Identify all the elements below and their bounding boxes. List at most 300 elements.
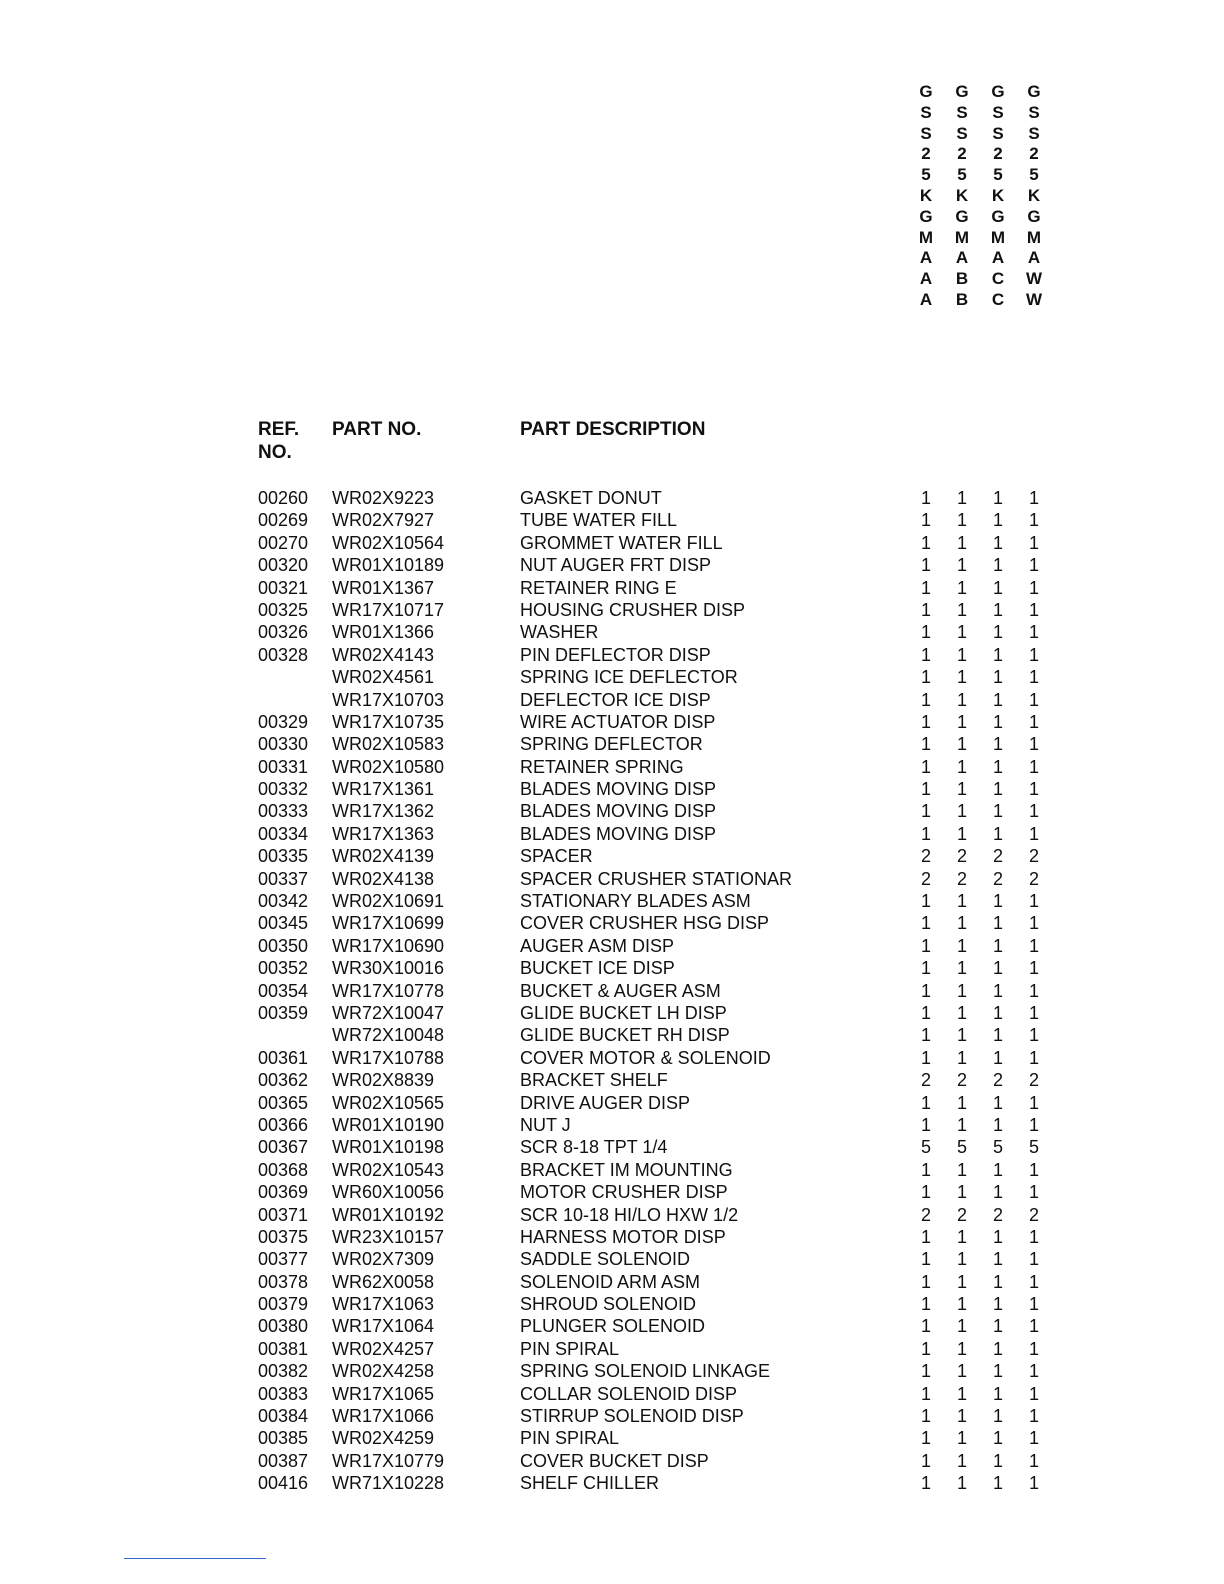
quantity: 1	[1028, 667, 1039, 688]
quantity: 1	[956, 1428, 967, 1449]
quantity: 1	[920, 801, 931, 822]
quantity: 1	[956, 1294, 967, 1315]
part-description: BUCKET ICE DISP	[520, 958, 675, 979]
table-header	[258, 418, 1058, 468]
part-description: RETAINER SPRING	[520, 756, 684, 777]
part-no: WR01X1367	[332, 577, 435, 598]
quantity: 1	[992, 510, 1003, 531]
quantity: 1	[920, 913, 931, 934]
quantity: 2	[956, 1204, 967, 1225]
quantity: 1	[1028, 1271, 1039, 1292]
quantity: 1	[956, 779, 967, 800]
table-row	[258, 1204, 1058, 1226]
ref-no: 00369	[258, 1182, 309, 1203]
part-no-header: PART NO.	[332, 419, 422, 440]
quantity: 1	[956, 958, 967, 979]
ref-no-header	[258, 418, 299, 464]
quantity: 1	[992, 1361, 1003, 1382]
quantity: 1	[1028, 1025, 1039, 1046]
model-char: W	[1025, 289, 1043, 309]
part-description-header: PART DESCRIPTION	[520, 419, 706, 440]
table-row	[258, 778, 1058, 800]
quantity: 1	[956, 913, 967, 934]
model-char: 5	[921, 165, 931, 185]
part-description: SHROUD SOLENOID	[520, 1294, 697, 1315]
part-description: STATIONARY BLADES ASM	[520, 891, 751, 912]
quantity: 1	[956, 1338, 967, 1359]
quantity: 2	[992, 846, 1003, 867]
quantity: 1	[992, 599, 1003, 620]
quantity: 1	[920, 1047, 931, 1068]
part-no: WR17X1363	[332, 823, 435, 844]
quantity: 1	[956, 1406, 967, 1427]
table-row	[258, 1159, 1058, 1181]
quantity: 1	[956, 1249, 967, 1270]
quantity: 1	[956, 1002, 967, 1023]
model-column	[944, 82, 980, 311]
quantity: 1	[920, 1114, 931, 1135]
quantity: 1	[992, 1338, 1003, 1359]
table-row	[258, 980, 1058, 1002]
model-char: 2	[957, 144, 967, 164]
table-row	[258, 1069, 1058, 1091]
quantity: 1	[956, 1159, 967, 1180]
ref-no: 00328	[258, 644, 309, 665]
table-row	[258, 711, 1058, 733]
quantity: 1	[992, 980, 1003, 1001]
quantity: 1	[956, 935, 967, 956]
part-description: PIN SPIRAL	[520, 1338, 620, 1359]
quantity: 1	[1028, 1316, 1039, 1337]
table-row	[258, 689, 1058, 711]
ref-no: 00362	[258, 1070, 309, 1091]
quantity: 2	[920, 1070, 931, 1091]
part-no: WR01X10190	[332, 1114, 445, 1135]
model-char: S	[992, 123, 1004, 143]
quantity: 1	[956, 1473, 967, 1494]
quantity: 1	[956, 823, 967, 844]
quantity: 1	[920, 711, 931, 732]
part-description: GASKET DONUT	[520, 488, 662, 508]
quantity: 1	[1028, 913, 1039, 934]
quantity: 2	[920, 868, 931, 889]
part-description: SOLENOID ARM ASM	[520, 1271, 701, 1292]
quantity: 1	[992, 913, 1003, 934]
table-row	[258, 1271, 1058, 1293]
quantity: 1	[956, 1047, 967, 1068]
quantity: 1	[956, 1450, 967, 1471]
model-char: 5	[1029, 165, 1039, 185]
ref-no: 00366	[258, 1114, 309, 1135]
quantity: 5	[1028, 1137, 1039, 1158]
model-char: 2	[1029, 144, 1039, 164]
table-row	[258, 1114, 1058, 1136]
model-char: G	[991, 206, 1005, 226]
ref-header-line2: NO.	[258, 442, 292, 463]
part-no: WR17X1064	[332, 1316, 435, 1337]
part-description: BRACKET IM MOUNTING	[520, 1159, 733, 1180]
ref-no: 00371	[258, 1204, 309, 1225]
part-no: WR02X10543	[332, 1159, 445, 1180]
ref-no: 00260	[258, 488, 309, 508]
model-char: M	[990, 227, 1006, 247]
part-no: WR02X8839	[332, 1070, 435, 1091]
part-description: BUCKET & AUGER ASM	[520, 980, 721, 1001]
part-no: WR01X10192	[332, 1204, 445, 1225]
table-row	[258, 868, 1058, 890]
part-description: AUGER ASM DISP	[520, 935, 675, 956]
part-no: WR02X4257	[332, 1338, 435, 1359]
part-description: HOUSING CRUSHER DISP	[520, 599, 746, 620]
part-no: WR02X7927	[332, 510, 435, 531]
quantity: 1	[920, 1092, 931, 1113]
ref-no: 00350	[258, 935, 309, 956]
quantity: 1	[1028, 1294, 1039, 1315]
part-no: WR02X10583	[332, 734, 445, 755]
quantity: 1	[956, 667, 967, 688]
model-char: S	[956, 102, 968, 122]
part-description: SPACER CRUSHER STATIONAR	[520, 868, 793, 889]
table-row	[258, 577, 1058, 599]
model-column	[908, 82, 944, 311]
part-no: WR01X1366	[332, 622, 435, 643]
quantity: 2	[1028, 868, 1039, 889]
table-row	[258, 823, 1058, 845]
model-char: C	[991, 289, 1005, 309]
part-no: WR17X1362	[332, 801, 435, 822]
quantity: 1	[992, 1182, 1003, 1203]
ref-no: 00321	[258, 577, 309, 598]
table-row	[258, 487, 1058, 509]
quantity: 1	[920, 958, 931, 979]
quantity: 1	[956, 801, 967, 822]
ref-no: 00379	[258, 1294, 309, 1315]
table-row	[258, 532, 1058, 554]
quantity: 1	[992, 1450, 1003, 1471]
ref-no: 00367	[258, 1137, 309, 1158]
quantity: 1	[920, 1226, 931, 1247]
ref-no: 00416	[258, 1473, 309, 1494]
part-no: WR17X10699	[332, 913, 445, 934]
ref-no: 00375	[258, 1226, 309, 1247]
ref-no: 00320	[258, 555, 309, 576]
quantity: 1	[920, 577, 931, 598]
quantity: 1	[1028, 1182, 1039, 1203]
part-description: SCR 8-18 TPT 1/4	[520, 1137, 668, 1158]
model-number-headers	[908, 82, 1052, 311]
part-description: HARNESS MOTOR DISP	[520, 1226, 726, 1247]
quantity: 5	[956, 1137, 967, 1158]
part-no: WR17X1066	[332, 1406, 435, 1427]
model-char: A	[955, 248, 969, 268]
quantity: 1	[992, 935, 1003, 956]
quantity: 1	[920, 734, 931, 755]
part-no: WR17X10788	[332, 1047, 445, 1068]
quantity: 1	[992, 1226, 1003, 1247]
model-char: M	[954, 227, 970, 247]
quantity: 1	[1028, 689, 1039, 710]
table-row	[258, 935, 1058, 957]
part-no: WR02X4561	[332, 667, 435, 688]
ref-no: 00337	[258, 868, 309, 889]
quantity: 1	[956, 622, 967, 643]
quantity: 1	[992, 1271, 1003, 1292]
quantity: 1	[1028, 644, 1039, 665]
quantity: 1	[1028, 488, 1039, 508]
ref-no: 00332	[258, 779, 309, 800]
part-no: WR17X10779	[332, 1450, 445, 1471]
table-row	[258, 733, 1058, 755]
quantity: 1	[920, 1002, 931, 1023]
part-description: BLADES MOVING DISP	[520, 823, 717, 844]
quantity: 1	[992, 1473, 1003, 1494]
ref-no: 00326	[258, 622, 309, 643]
model-char: G	[991, 82, 1005, 101]
table-row	[258, 1383, 1058, 1405]
quantity: 1	[920, 622, 931, 643]
quantity: 1	[920, 1428, 931, 1449]
quantity: 1	[956, 756, 967, 777]
table-row	[258, 1293, 1058, 1315]
quantity: 2	[1028, 1204, 1039, 1225]
ref-no: 00334	[258, 823, 309, 844]
table-row	[258, 845, 1058, 867]
quantity: 1	[992, 891, 1003, 912]
quantity: 2	[1028, 846, 1039, 867]
model-char: S	[920, 102, 932, 122]
table-row	[258, 800, 1058, 822]
part-no: WR23X10157	[332, 1226, 445, 1247]
part-description: BLADES MOVING DISP	[520, 801, 717, 822]
quantity: 1	[956, 891, 967, 912]
ref-no: 00354	[258, 980, 309, 1001]
ref-no: 00342	[258, 891, 309, 912]
quantity: 1	[956, 488, 967, 508]
quantity: 1	[920, 823, 931, 844]
quantity: 1	[992, 1406, 1003, 1427]
part-no: WR17X10735	[332, 711, 445, 732]
table-row	[258, 666, 1058, 688]
quantity: 1	[920, 1294, 931, 1315]
parts-table	[258, 487, 1058, 1495]
quantity: 2	[992, 1204, 1003, 1225]
ref-header-line1: REF.	[258, 419, 300, 440]
quantity: 1	[920, 667, 931, 688]
ref-no: 00330	[258, 734, 309, 755]
part-no: WR02X7309	[332, 1249, 435, 1270]
table-row	[258, 957, 1058, 979]
ref-no: 00385	[258, 1428, 309, 1449]
ref-no: 00270	[258, 532, 309, 553]
quantity: 1	[992, 1294, 1003, 1315]
part-no: WR01X10198	[332, 1137, 445, 1158]
part-description: WIRE ACTUATOR DISP	[520, 711, 716, 732]
ref-no: 00380	[258, 1316, 309, 1337]
quantity: 1	[1028, 801, 1039, 822]
ref-no: 00361	[258, 1047, 309, 1068]
part-description: SCR 10-18 HI/LO HXW 1/2	[520, 1204, 739, 1225]
part-no: WR17X10690	[332, 935, 445, 956]
part-no: WR02X4143	[332, 644, 435, 665]
quantity: 1	[920, 1450, 931, 1471]
quantity: 1	[1028, 1226, 1039, 1247]
quantity: 1	[920, 555, 931, 576]
part-no: WR72X10048	[332, 1025, 445, 1046]
part-description: STIRRUP SOLENOID DISP	[520, 1406, 744, 1427]
table-row	[258, 1472, 1058, 1494]
quantity: 1	[920, 1249, 931, 1270]
quantity: 1	[1028, 891, 1039, 912]
quantity: 2	[992, 1070, 1003, 1091]
table-row	[258, 1427, 1058, 1449]
quantity: 1	[1028, 1047, 1039, 1068]
quantity: 1	[1028, 1002, 1039, 1023]
quantity: 1	[992, 689, 1003, 710]
quantity: 1	[920, 1271, 931, 1292]
table-row	[258, 599, 1058, 621]
model-char: G	[1027, 82, 1041, 101]
table-row	[258, 1450, 1058, 1472]
table-row	[258, 621, 1058, 643]
quantity: 1	[920, 980, 931, 1001]
model-char: 5	[957, 165, 967, 185]
quantity: 1	[992, 1025, 1003, 1046]
model-char: G	[955, 82, 969, 101]
quantity: 1	[1028, 1361, 1039, 1382]
quantity: 1	[920, 779, 931, 800]
quantity: 1	[992, 801, 1003, 822]
quantity: 1	[920, 756, 931, 777]
part-no: WR02X4139	[332, 846, 435, 867]
ref-no: 00333	[258, 801, 309, 822]
quantity: 1	[992, 734, 1003, 755]
quantity: 5	[920, 1137, 931, 1158]
part-no: WR02X10580	[332, 756, 445, 777]
quantity: 1	[956, 1182, 967, 1203]
quantity: 1	[956, 1361, 967, 1382]
quantity: 1	[920, 1025, 931, 1046]
model-char: K	[991, 185, 1005, 205]
table-row	[258, 1092, 1058, 1114]
quantity: 2	[992, 868, 1003, 889]
part-description: DEFLECTOR ICE DISP	[520, 689, 711, 710]
quantity: 1	[956, 555, 967, 576]
quantity: 1	[1028, 958, 1039, 979]
quantity: 1	[1028, 980, 1039, 1001]
model-char: G	[919, 206, 933, 226]
ref-no: 00383	[258, 1383, 309, 1404]
table-row	[258, 1181, 1058, 1203]
quantity: 1	[1028, 1249, 1039, 1270]
model-char: G	[919, 82, 933, 101]
table-row	[258, 1047, 1058, 1069]
table-row	[258, 1360, 1058, 1382]
model-char: A	[919, 269, 933, 289]
part-no: WR71X10228	[332, 1473, 445, 1494]
part-description: NUT AUGER FRT DISP	[520, 555, 712, 576]
quantity: 1	[1028, 1114, 1039, 1135]
quantity: 2	[956, 1070, 967, 1091]
quantity: 1	[956, 1271, 967, 1292]
part-no: WR72X10047	[332, 1002, 445, 1023]
quantity: 1	[1028, 1428, 1039, 1449]
quantity: 1	[956, 980, 967, 1001]
part-description: SPRING DEFLECTOR	[520, 734, 703, 755]
model-char: B	[955, 269, 969, 289]
ref-no: 00359	[258, 1002, 309, 1023]
quantity: 1	[920, 1406, 931, 1427]
quantity: 1	[920, 488, 931, 508]
part-description: GLIDE BUCKET LH DISP	[520, 1002, 727, 1023]
ref-no: 00387	[258, 1450, 309, 1471]
quantity: 1	[956, 644, 967, 665]
quantity: 1	[992, 1114, 1003, 1135]
quantity: 1	[1028, 711, 1039, 732]
part-no: WR30X10016	[332, 958, 445, 979]
quantity: 1	[920, 1473, 931, 1494]
quantity: 1	[992, 555, 1003, 576]
part-description: COVER BUCKET DISP	[520, 1450, 709, 1471]
part-description: COVER MOTOR & SOLENOID	[520, 1047, 771, 1068]
ref-no: 00382	[258, 1361, 309, 1382]
part-no: WR02X4258	[332, 1361, 435, 1382]
quantity: 2	[956, 868, 967, 889]
part-no: WR02X10565	[332, 1092, 445, 1113]
quantity: 1	[992, 622, 1003, 643]
ref-no: 00384	[258, 1406, 309, 1427]
part-description: SADDLE SOLENOID	[520, 1249, 691, 1270]
model-char: M	[1026, 227, 1042, 247]
part-no: WR02X10564	[332, 532, 445, 553]
ref-no: 00325	[258, 599, 309, 620]
ref-no: 00378	[258, 1271, 309, 1292]
model-char: K	[1027, 185, 1041, 205]
quantity: 1	[992, 756, 1003, 777]
quantity: 5	[992, 1137, 1003, 1158]
quantity: 1	[992, 711, 1003, 732]
part-no: WR17X1065	[332, 1383, 435, 1404]
model-char: W	[1025, 269, 1043, 289]
model-char: S	[1028, 102, 1040, 122]
quantity: 1	[956, 1226, 967, 1247]
table-row	[258, 644, 1058, 666]
quantity: 1	[1028, 779, 1039, 800]
quantity: 1	[920, 599, 931, 620]
quantity: 1	[1028, 935, 1039, 956]
model-char: K	[919, 185, 933, 205]
quantity: 1	[956, 1092, 967, 1113]
quantity: 1	[920, 891, 931, 912]
table-row	[258, 509, 1058, 531]
ref-no: 00365	[258, 1092, 309, 1113]
quantity: 1	[992, 1316, 1003, 1337]
quantity: 1	[1028, 1092, 1039, 1113]
table-row	[258, 1338, 1058, 1360]
ref-no: 00345	[258, 913, 309, 934]
quantity: 1	[992, 1383, 1003, 1404]
quantity: 1	[1028, 1406, 1039, 1427]
quantity: 1	[992, 488, 1003, 508]
table-row	[258, 1136, 1058, 1158]
ref-no: 00269	[258, 510, 309, 531]
table-row	[258, 1226, 1058, 1248]
quantity: 1	[1028, 622, 1039, 643]
quantity: 2	[956, 846, 967, 867]
ref-no: 00368	[258, 1159, 309, 1180]
part-description: MOTOR CRUSHER DISP	[520, 1182, 728, 1203]
ref-no: 00329	[258, 711, 309, 732]
part-description: DRIVE AUGER DISP	[520, 1092, 691, 1113]
